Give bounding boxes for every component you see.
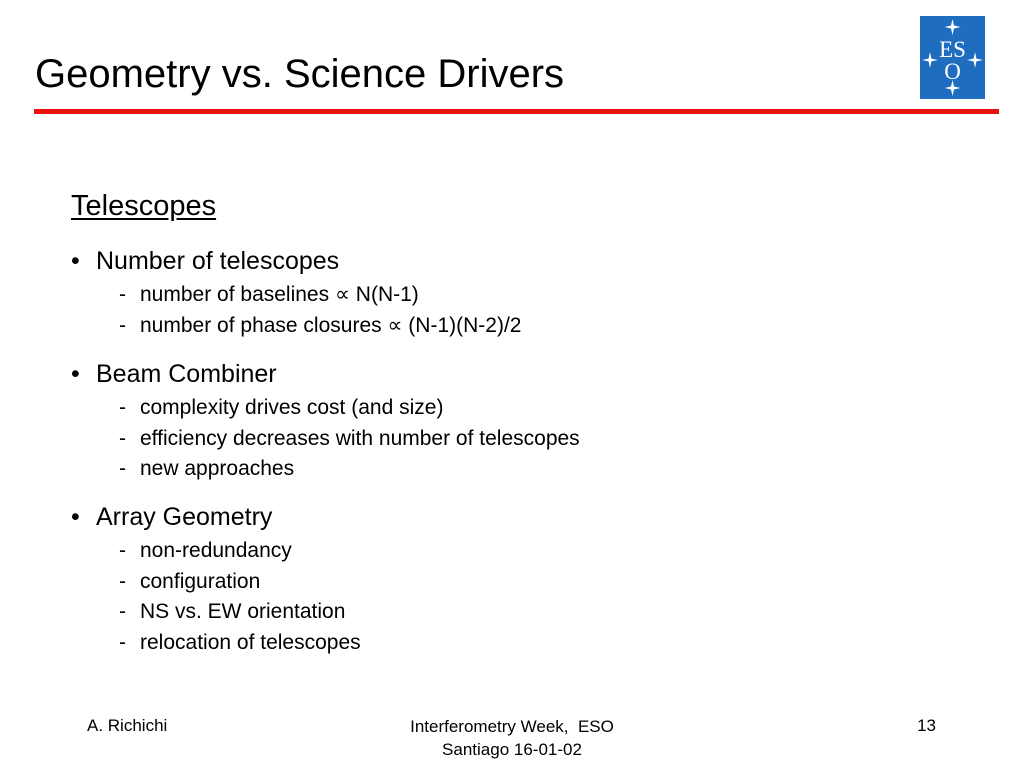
eso-logo bbox=[920, 16, 985, 99]
sub-dash: - bbox=[119, 631, 126, 655]
bullet-section bbox=[71, 245, 521, 341]
footer-event bbox=[362, 715, 662, 761]
bullet-item bbox=[71, 501, 361, 533]
sub-item-text: configuration bbox=[140, 569, 261, 593]
sub-item bbox=[119, 393, 580, 424]
sub-item-text: number of baselines ∝ N(N-1) bbox=[140, 283, 419, 306]
bullet-dot: • bbox=[71, 503, 80, 531]
bullet-dot: • bbox=[71, 247, 80, 275]
bullet-label: Number of telescopes bbox=[96, 247, 340, 275]
page-number: 13 bbox=[917, 716, 936, 735]
sub-dash: - bbox=[119, 539, 126, 562]
sub-item bbox=[119, 280, 521, 311]
logo-text-bottom: O bbox=[944, 59, 961, 84]
sub-dash: - bbox=[119, 396, 126, 419]
bullet-section bbox=[71, 501, 361, 659]
sub-item bbox=[119, 311, 521, 342]
sub-item bbox=[119, 628, 361, 659]
sub-item-text: NS vs. EW orientation bbox=[140, 600, 346, 624]
sub-item bbox=[119, 536, 361, 567]
footer-event-line: Interferometry Week, ESO bbox=[410, 717, 614, 736]
sub-dash: - bbox=[119, 569, 126, 593]
slide-title: Geometry vs. Science Drivers bbox=[35, 52, 565, 96]
sub-item-text: number of phase closures ∝ (N-1)(N-2)/2 bbox=[140, 313, 522, 337]
footer-event-line: Santiago 16-01-02 bbox=[442, 740, 582, 759]
bullet-dot: • bbox=[71, 360, 80, 388]
footer-author: A. Richichi bbox=[87, 716, 168, 735]
sub-dash: - bbox=[119, 457, 126, 481]
bullet-label: Array Geometry bbox=[96, 503, 273, 531]
sub-item bbox=[119, 424, 580, 455]
sub-item-text: relocation of telescopes bbox=[140, 631, 361, 655]
bullet-item bbox=[71, 358, 580, 390]
sub-item bbox=[119, 567, 361, 598]
sub-item-text: efficiency decreases with number of telescopes bbox=[140, 426, 580, 450]
title-rule bbox=[34, 109, 999, 114]
sub-item bbox=[119, 454, 580, 485]
bullet-item bbox=[71, 245, 521, 277]
sub-item-text: non-redundancy bbox=[140, 539, 292, 562]
sub-dash: - bbox=[119, 313, 126, 337]
logo-text-top: ES bbox=[939, 37, 966, 62]
sub-item-text: new approaches bbox=[140, 457, 295, 481]
sub-dash: - bbox=[119, 600, 126, 624]
sub-item bbox=[119, 597, 361, 628]
sub-dash: - bbox=[119, 426, 126, 450]
bullet-section bbox=[71, 358, 580, 485]
sub-dash: - bbox=[119, 283, 126, 306]
sub-item-text: complexity drives cost (and size) bbox=[140, 396, 444, 419]
section-heading: Telescopes bbox=[71, 190, 217, 222]
bullet-label: Beam Combiner bbox=[96, 360, 277, 388]
